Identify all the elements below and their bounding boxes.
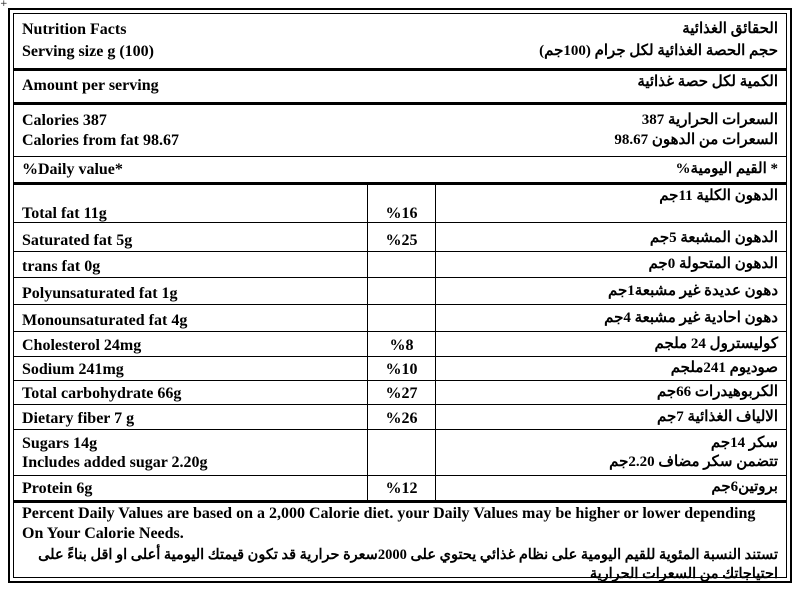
nutrition-facts-panel xyxy=(8,8,792,583)
nutrient-name-en: Sodium 241mg xyxy=(22,361,124,378)
calories-block xyxy=(14,102,786,156)
table-row xyxy=(14,356,786,381)
header-block xyxy=(14,14,786,68)
nutrient-name-en: Saturated fat 5g xyxy=(22,232,133,249)
table-row xyxy=(14,404,786,430)
calories-ar: السعرات الحرارية 387 xyxy=(641,112,778,128)
table-row xyxy=(14,277,786,305)
daily-value-en: %Daily value* xyxy=(22,161,123,178)
nutrient-name-en: Cholesterol 24mg xyxy=(22,337,142,354)
table-row xyxy=(14,380,786,405)
footnote-en: Percent Daily Values are based on a 2,000 Calorie diet. your Daily Values may be higher or lower depending On Your Calorie Needs. xyxy=(22,505,756,542)
nutrition-table xyxy=(13,13,787,582)
daily-value-ar: * القيم اليومية% xyxy=(675,161,778,177)
table-row xyxy=(14,251,786,278)
title-en: Nutrition Facts xyxy=(22,21,127,38)
nutrient-name-en: Sugars 14g xyxy=(22,435,98,452)
footnote-ar: تستند النسبة المئوية للقيم اليومية على نظام غذائي يحتوي على 2000سعرة حرارية قد تكون قيمتك اليومية أعلى او اقل بناءً على احتياجاتك من السعرات الحرارية xyxy=(38,547,778,582)
nutrient-name-ar: دهون احادية غير مشبعة 4جم xyxy=(604,310,778,326)
nutrient-name-en: Total fat 11g xyxy=(22,205,107,222)
nutrient-name-ar: الدهون المشبعة 5جم xyxy=(649,230,778,246)
table-row xyxy=(14,222,786,252)
nutrient-subname-ar: تتضمن سكر مضاف 2.20جم xyxy=(609,454,778,470)
nutrient-name-en: Monounsaturated fat 4g xyxy=(22,312,188,329)
footer-block xyxy=(14,502,786,582)
daily-percent: %27 xyxy=(385,385,418,402)
nutrient-name-en: Total carbohydrate 66g xyxy=(22,385,182,402)
nutrient-name-ar: الدهون المتحولة 0جم xyxy=(648,256,778,272)
daily-percent: %10 xyxy=(385,361,418,378)
nutrient-name-en: trans fat 0g xyxy=(22,258,101,275)
nutrient-name-ar: بروتين6جم xyxy=(711,479,778,495)
amount-block xyxy=(14,68,786,102)
nutrient-name-en: Protein 6g xyxy=(22,480,93,497)
nutrient-name-en: Dietary fiber 7 g xyxy=(22,410,135,427)
nutrient-name-ar: صوديوم 241ملجم xyxy=(670,360,778,376)
daily-percent: %26 xyxy=(385,410,418,427)
nutrient-name-ar: دهون عديدة غير مشبعة1جم xyxy=(608,283,778,299)
nutrient-name-ar: سكر 14جم xyxy=(710,435,778,451)
table-row xyxy=(14,429,786,476)
nutrient-name-en: Polyunsaturated fat 1g xyxy=(22,285,178,302)
daily-percent: %25 xyxy=(385,232,418,249)
calories-fat-en: Calories from fat 98.67 xyxy=(22,132,179,149)
corner-plus-icon: + xyxy=(0,0,8,9)
amount-ar: الكمية لكل حصة غذائية xyxy=(637,74,778,90)
nutrient-name-ar: كوليسترول 24 ملجم xyxy=(654,336,778,352)
serving-size-en: Serving size g (100) xyxy=(22,43,154,60)
daily-value-block xyxy=(14,156,786,182)
nutrient-name-ar: الدهون الكلية 11جم xyxy=(659,188,778,204)
calories-en: Calories 387 xyxy=(22,112,107,129)
calories-fat-ar: السعرات من الدهون 98.67 xyxy=(614,132,778,148)
daily-percent: %16 xyxy=(385,205,418,222)
title-ar: الحقائق الغذائية xyxy=(682,21,778,37)
amount-en: Amount per serving xyxy=(22,77,159,94)
daily-percent: %8 xyxy=(389,337,414,354)
nutrient-name-ar: الالياف الغذائية 7جم xyxy=(657,409,778,425)
table-row xyxy=(14,182,786,225)
daily-percent: %12 xyxy=(385,480,418,497)
table-row xyxy=(14,475,786,503)
table-row xyxy=(14,304,786,332)
serving-size-ar: حجم الحصة الغذائية لكل جرام (100جم) xyxy=(539,43,778,59)
nutrient-subname-en: Includes added sugar 2.20g xyxy=(22,454,208,471)
table-row xyxy=(14,331,786,357)
nutrient-name-ar: الكربوهيدرات 66جم xyxy=(656,384,778,400)
